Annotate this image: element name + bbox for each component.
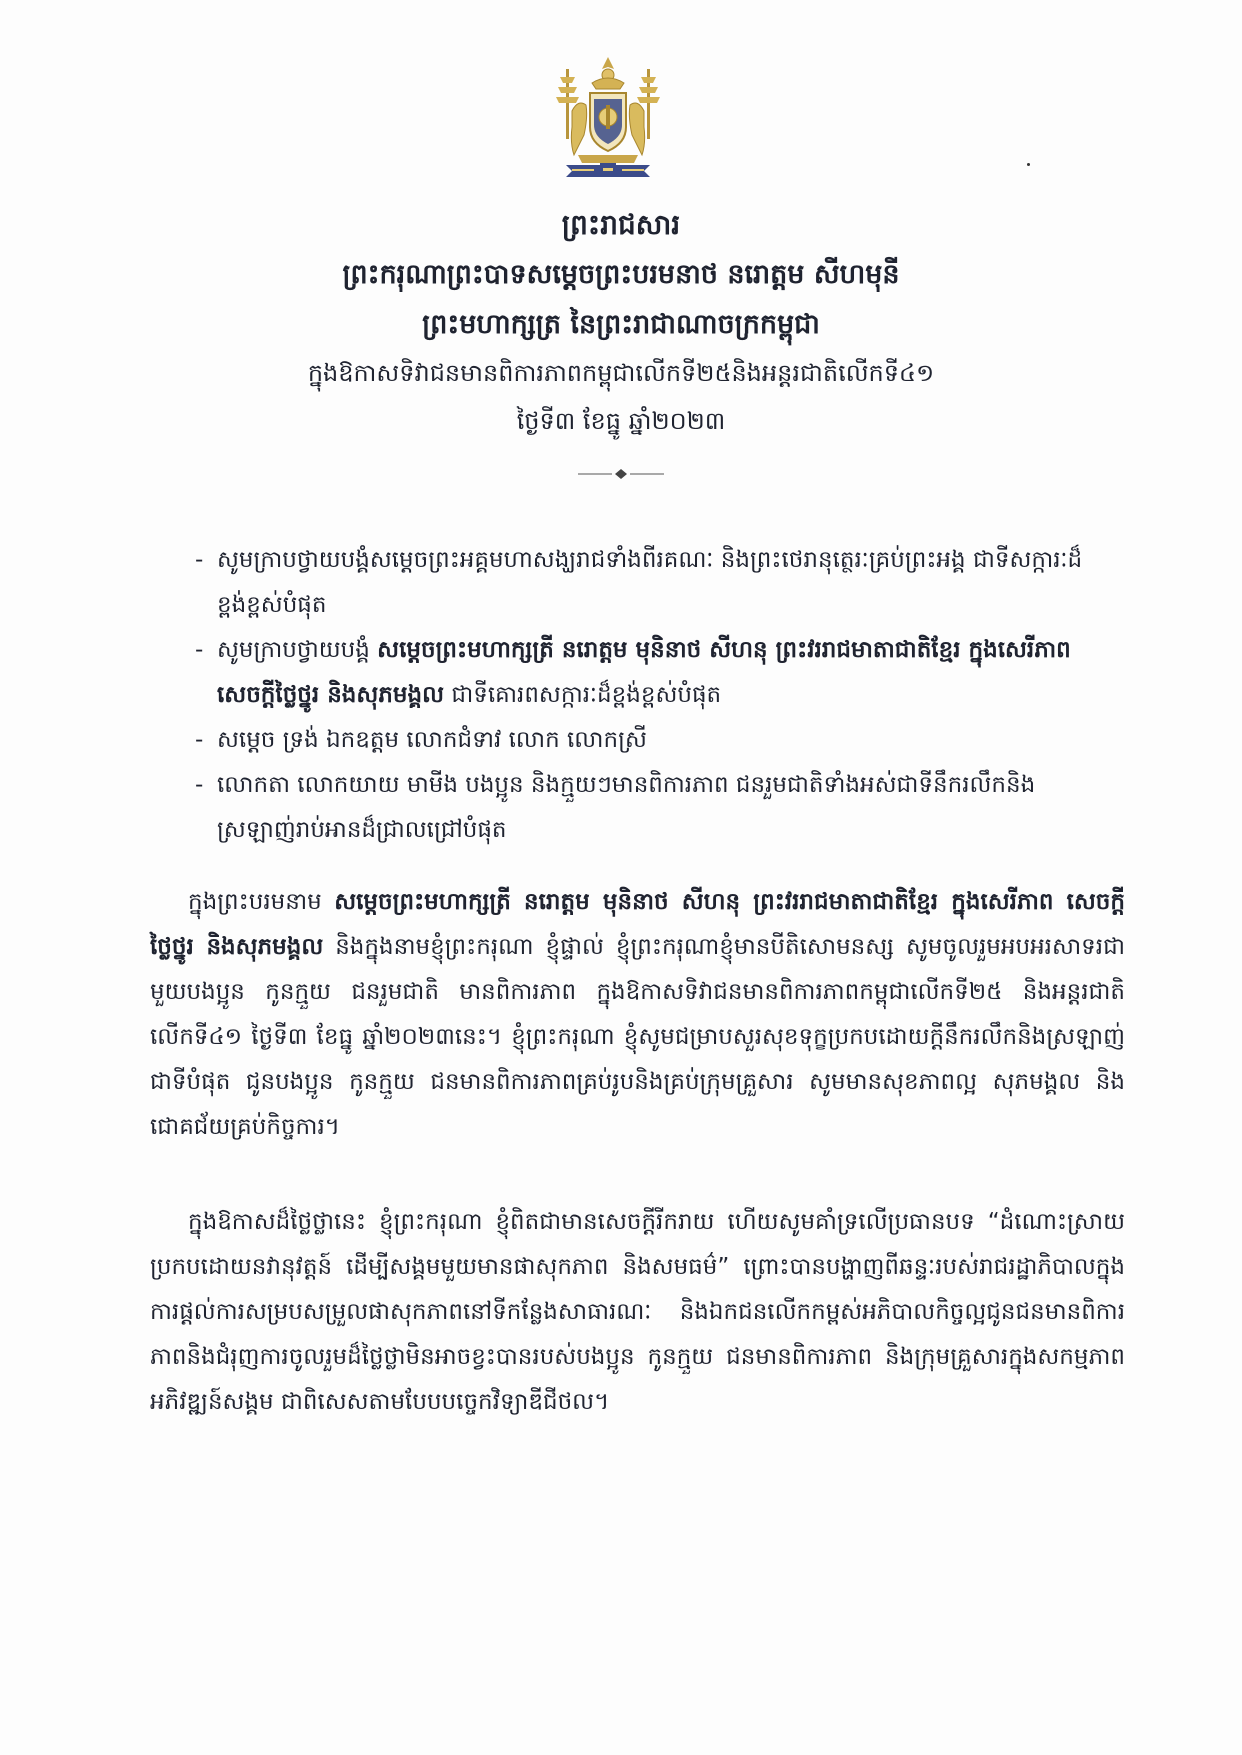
salutation-item [195, 628, 1095, 718]
salutation-item [195, 763, 1095, 853]
bullet-dash: - [195, 637, 204, 663]
salutation-item [195, 718, 1095, 763]
body-paragraph-2 [150, 1200, 1125, 1425]
decree-occasion: ក្នុងឱកាសទិវាជនមានពិការភាពកម្ពុជាលើកទី២៥និងអន្តរជាតិលើកទី៤១ [307, 359, 935, 387]
salutation-lead: សូមក្រាបថ្វាយបង្គំ [217, 637, 378, 663]
scan-speck [1027, 163, 1030, 166]
paragraph-lead: ក្នុងព្រះបរមនាម [188, 889, 335, 915]
salutation-text: ជាទីគោរពសក្ការៈដ៏ខ្ពង់ខ្ពស់បំផុត [444, 682, 722, 708]
paragraph-bold-name: សម្តេចព្រះមហាក្សត្រី នរោត្តម មុនិនាថ សីហនុ ព្រះវររាជមាតាជាតិខ្មែរ ក្នុងសេរីភាព សេចក្តីថ្លៃថ្នូរ និងសុភមង្គល [150, 889, 1125, 960]
salutation-text: សម្តេច ទ្រង់ ឯកឧត្តម លោកជំទាវ លោក លោកស្រី [217, 727, 647, 753]
decree-title: ព្រះរាជសារ [561, 208, 681, 241]
paragraph-text: និងក្នុងនាមខ្ញុំព្រះករុណា ខ្ញុំផ្ទាល់ ខ្ញុំព្រះករុណាខ្ញុំមានបីតិសោមនស្ស សូមចូលរួមអបអរសាទរជាមួយបងប្អូន កូនក្មួយ ជនរួមជាតិ មានពិការភាព ក្នុងឱកាសទិវាជនមានពិការភាពកម្ពុជាលើកទី២៥ និងអន្តរជាតិលើកទី៤១ ថ្ងៃទី៣ ខែធ្នូ ឆ្នាំ២០២៣នេះ។ ខ្ញុំព្រះករុណា ខ្ញុំសូមជម្រាបសួរសុខទុក្ខប្រកបដោយក្តីនឹករលឹកនិងស្រឡាញ់ជាទីបំផុត ជូនបងប្អូន កូនក្មួយ ជនមានពិការភាពគ្រប់រូបនិងគ្រប់ក្រុមគ្រួសារ សូមមានសុខភាពល្អ សុភមង្គល និងជោគជ័យគ្រប់កិច្ចការ។ [150, 934, 1125, 1140]
decree-date: ថ្ងៃទី៣ ខែធ្នូ ឆ្នាំ២០២៣ [516, 407, 726, 435]
salutation-list [195, 538, 1095, 853]
paragraph-text: ក្នុងឱកាសដ៏ថ្លៃថ្លានេះ ខ្ញុំព្រះករុណា ខ្ញុំពិតជាមានសេចក្តីរីករាយ ហើយសូមគាំទ្រលើប្រធានបទ “ដំណោះស្រាយប្រកបដោយនវានុវត្តន៍ ដើម្បីសង្គមមួយមានផាសុកភាព និងសមធម៌” ព្រោះបានបង្ហាញពីឆន្ទៈរបស់រាជរដ្ឋាភិបាលក្នុងការផ្តល់ការសម្របសម្រួលផាសុកភាពនៅទីកន្លែងសាធារណៈ និងឯកជនលើកកម្ពស់អភិបាលកិច្ចល្អជូនជនមានពិការភាពនិងជំរុញការចូលរួមដ៏ថ្លៃថ្លាមិនអាចខ្វះបានរបស់បងប្អូន កូនក្មួយ ជនមានពិការភាព និងក្រុមគ្រួសារក្នុងសកម្មភាពអភិវឌ្ឍន៍សង្គម ជាពិសេសតាមបែបបច្ចេកវិទ្យាឌីជីថល។ [150, 1209, 1125, 1415]
royal-emblem-icon [548, 55, 668, 180]
salutation-item [195, 538, 1095, 628]
bullet-dash: - [195, 727, 204, 753]
bullet-dash: - [195, 547, 204, 573]
salutation-text: សូមក្រាបថ្វាយបង្គំសម្តេចព្រះអគ្គមហាសង្ឃរាជទាំងពីរគណៈ និងព្រះថេរានុត្ថេរៈគ្រប់ព្រះអង្គ ជាទីសក្ការៈដ៏ខ្ពង់ខ្ពស់បំផុត [217, 547, 1083, 618]
decree-author-line: ព្រះករុណាព្រះបាទសម្តេចព្រះបរមនាថ នរោត្តម សីហមុនី [342, 259, 900, 290]
salutation-text: លោកតា លោកយាយ មាមីង បងប្អូន និងក្មួយៗមានពិការភាព ជនរួមជាតិទាំងអស់ជាទីនឹករលឹកនិងស្រឡាញ់រាប់អានដ៏ជ្រាលជ្រៅបំផុត [217, 772, 1036, 843]
divider-ornament [576, 468, 666, 480]
decree-author-title: ព្រះមហាក្សត្រ នៃព្រះរាជាណាចក្រកម្ពុជា [422, 309, 820, 340]
body-paragraph-1 [150, 880, 1125, 1150]
bullet-dash: - [195, 772, 204, 798]
salutation-bold-name: សម្តេចព្រះមហាក្សត្រី នរោត្តម មុនិនាថ សីហនុ ព្រះវររាជមាតាជាតិខ្មែរ ក្នុងសេរីភាព សេចក្តីថ្លៃថ្នូរ និងសុភមង្គល [217, 637, 1071, 708]
